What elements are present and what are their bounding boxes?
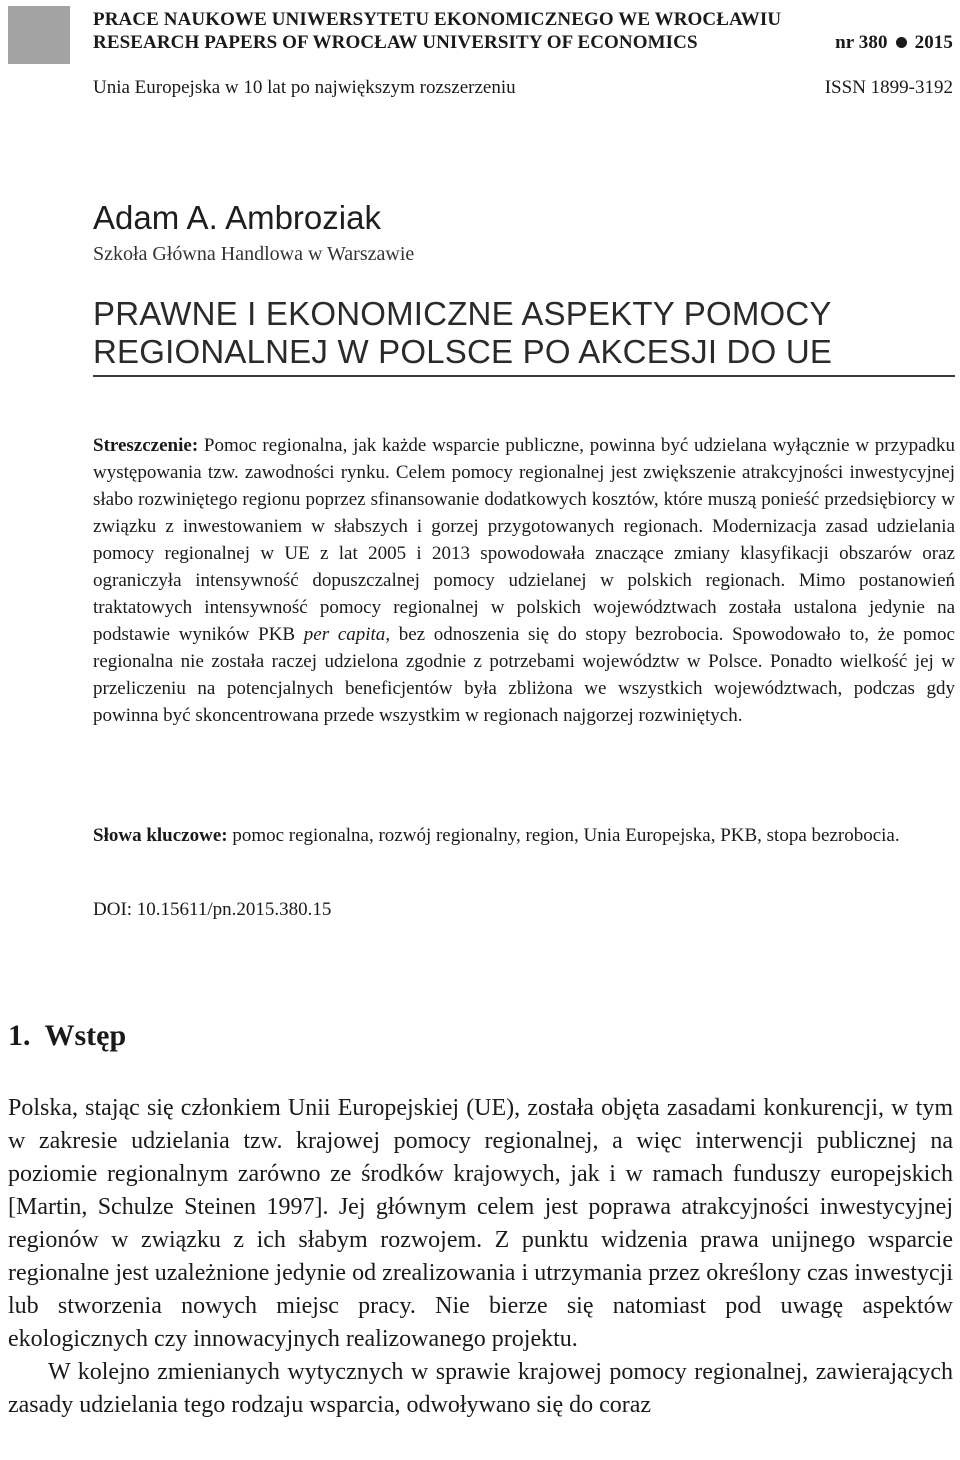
section-number: 1. bbox=[8, 1019, 31, 1052]
abstract bbox=[93, 432, 955, 729]
abstract-label: Streszczenie: bbox=[93, 435, 199, 456]
journal-header bbox=[93, 8, 953, 54]
body-paragraph: W kolejno zmienianych wytycznych w sprawie krajowej pomocy regionalnej, zawierających zasady udzielania tego rodzaju wsparcia, odwoływano się do coraz bbox=[8, 1359, 953, 1418]
doi: DOI: 10.15611/pn.2015.380.15 bbox=[93, 899, 332, 920]
author-affiliation: Szkoła Główna Handlowa w Warszawie bbox=[93, 243, 415, 265]
article-title-line-2: REGIONALNEJ W POLSCE PO AKCESJI DO UE bbox=[93, 333, 833, 370]
abstract-italic-term: per capita bbox=[303, 624, 386, 645]
abstract-text-part-1: Pomoc regionalna, jak każde wsparcie publiczne, powinna być udzielana wyłącznie w przypadku występowania tzw. zawodności rynku. Celem pomocy regionalnej jest zwiększenie atrakcyjności inwestycyjnej słabo rozwiniętego regionu poprzez sfinansowanie dodatkowych kosztów, które muszą ponieść przedsiębiorcy w związku z inwestowaniem w słabszych i gorzej przygotowanych regionach. Modernizacja zasad udzielania pomocy regionalnej w UE z lat 2005 i 2013 spowodowała znaczące zmiany klasyfikacji obszarów oraz ograniczyła intensywność dopuszczalnej pomocy udzielanej w polskich regionach. Mimo postanowień traktatowych intensywność pomocy regionalnej w polskich województwach została ustalona jedynie na podstawie wyników PKB bbox=[93, 435, 955, 645]
keywords-label: Słowa kluczowe: bbox=[93, 825, 228, 846]
issn: ISSN 1899-3192 bbox=[824, 77, 953, 98]
issue-year: 2015 bbox=[914, 32, 953, 53]
section-title: Wstęp bbox=[44, 1019, 127, 1052]
journal-name-english-row bbox=[93, 31, 953, 54]
journal-name-english: RESEARCH PAPERS OF WROCŁAW UNIVERSITY OF ECONOMICS bbox=[93, 32, 698, 53]
corner-marker bbox=[8, 6, 70, 64]
body-paragraph: Polska, stając się członkiem Unii Europejskiej (UE), została objęta zasadami konkurencji, w tym w zakresie udzielania tzw. krajowej pomocy regionalnej, a więc interwencji publicznej na poziomie regionalnym zarówno ze środków krajowych, jak i w ramach funduszy europejskich [Martin, Schulze Steinen 1997]. Jej głównym celem jest poprawa atrakcyjności inwestycyjnej regionów w związku z ich słabym rozwojem. Z punktu widzenia prawa unijnego wsparcie regionalne jest uzależnione jedynie od zrealizowania i utrzymania przez określony czas inwestycji lub stworzenia nowych miejsc pracy. Nie bierze się natomiast pod uwagę aspektów ekologicznych czy innowacyjnych realizowanego projektu. bbox=[8, 1095, 953, 1352]
article-title bbox=[93, 295, 953, 371]
series-title: Unia Europejska w 10 lat po największym rozszerzeniu bbox=[93, 77, 516, 98]
article-title-line-1: PRAWNE I EKONOMICZNE ASPEKTY POMOCY bbox=[93, 295, 832, 332]
journal-name-polish: PRACE NAUKOWE UNIWERSYTETU EKONOMICZNEGO WE WROCŁAWIU bbox=[93, 9, 782, 30]
title-divider bbox=[93, 375, 955, 377]
body-text bbox=[8, 1092, 953, 1422]
keywords bbox=[93, 822, 955, 849]
section-heading bbox=[8, 1016, 126, 1056]
bullet-dot-icon bbox=[896, 37, 907, 48]
author-name: Adam A. Ambroziak bbox=[93, 199, 381, 236]
issue-number: nr 380 bbox=[835, 32, 888, 53]
issue-info bbox=[835, 31, 953, 54]
series-row bbox=[93, 76, 953, 100]
keywords-text: pomoc regionalna, rozwój regionalny, region, Unia Europejska, PKB, stopa bezrobocia. bbox=[227, 825, 900, 846]
abstract-text-part-2: , bez odnoszenia się do stopy bezrobocia. Spowodowało to, że pomoc regionalna nie została raczej udzielona zgodnie z potrzebami województw w Polsce. Ponadto wielkość jej w przeliczeniu na potencjalnych beneficjentów była zbliżona we wszystkich województwach, podczas gdy powinna być skoncentrowana przede wszystkim w regionach najgorzej rozwiniętych. bbox=[93, 624, 955, 726]
